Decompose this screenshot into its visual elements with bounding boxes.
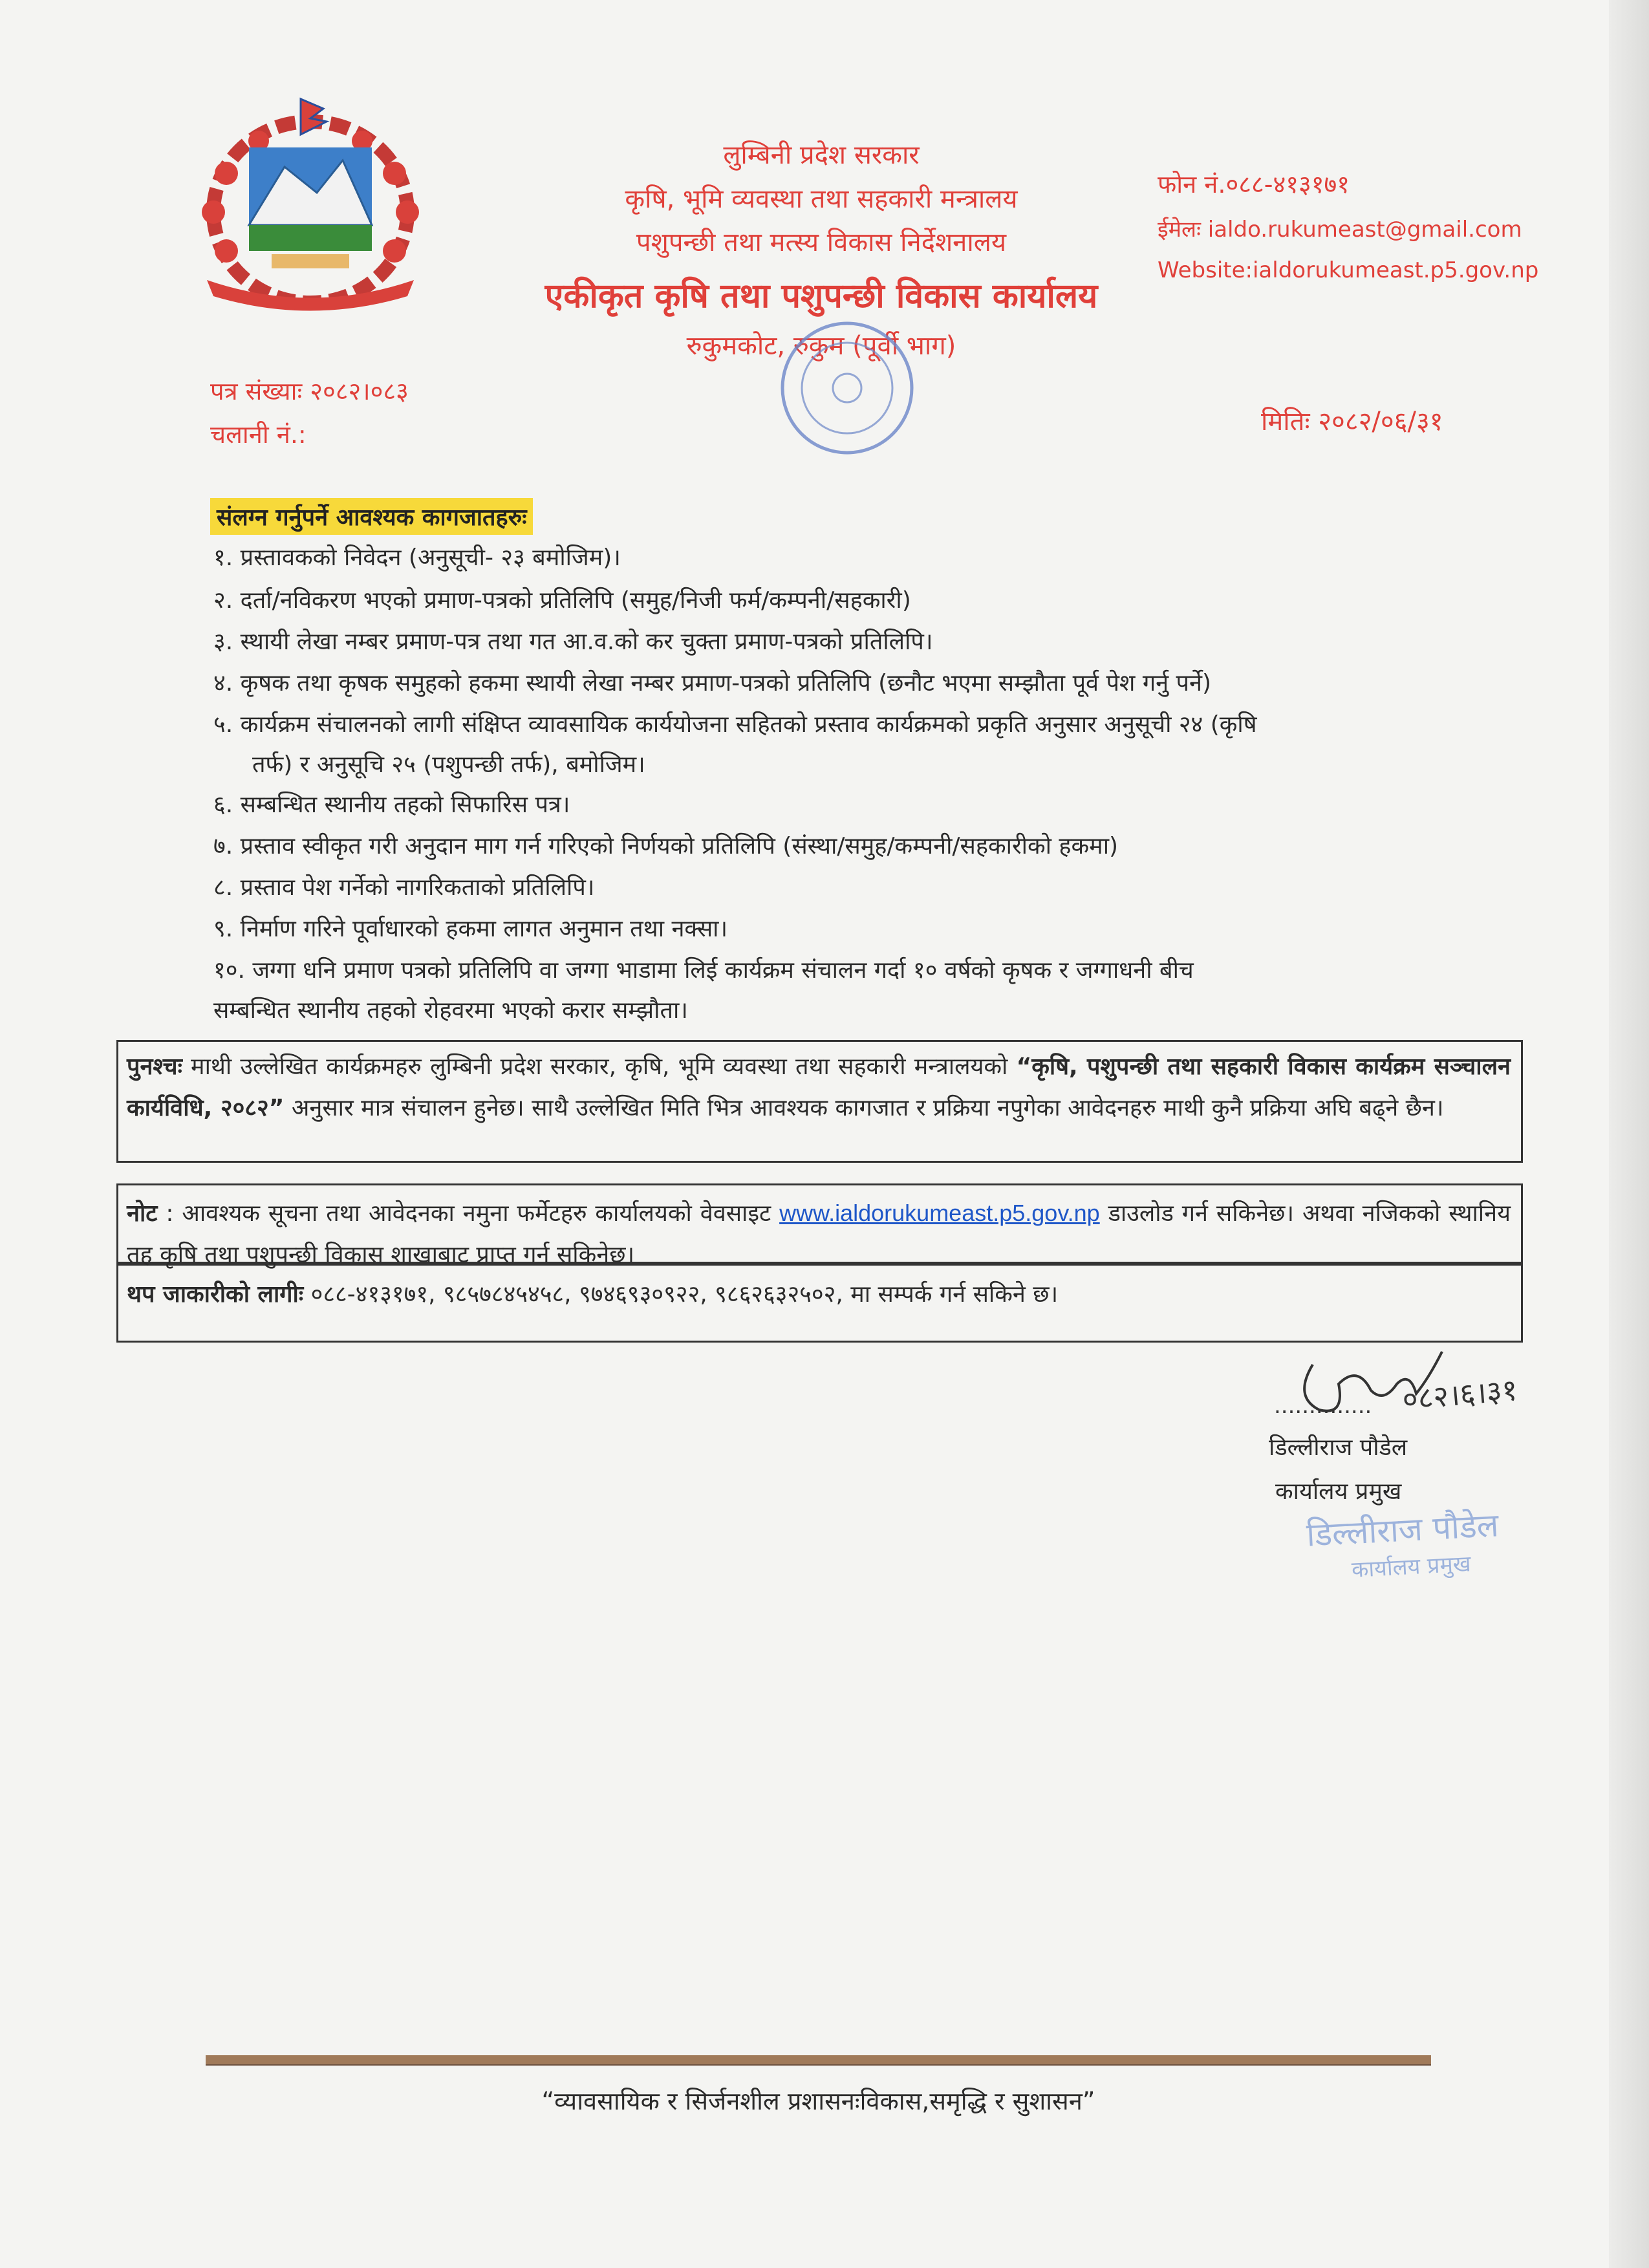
list-item	[213, 705, 1500, 785]
info-text	[127, 1274, 1511, 1315]
note-text	[127, 1193, 1511, 1276]
signatory-title: कार्यालय प्रमुख	[1275, 1478, 1402, 1505]
item-number: ९.	[213, 916, 233, 942]
seal-name: डिल्लीराज पौडेल	[1305, 1506, 1500, 1554]
list-item	[213, 581, 1500, 621]
item-text: जग्गा धनि प्रमाण पत्रको प्रतिलिपि वा जग्गा भाडामा लिई कार्यक्रम संचालन गर्दा १० वर्षको कृषक र जग्गाधनी बीच	[252, 957, 1194, 984]
info-label: थप जाकारीको लागीः	[127, 1281, 304, 1308]
note-text-b: डाउलोड गर्न सकिनेछ। अथवा नजिकको स्थानिय तह कृषि तथा पशुपन्छी विकास शाखाबाट प्राप्त गर्न सकिनेछ।	[127, 1200, 1511, 1268]
letter-date: मितिः २०८२/०६/३१	[1261, 407, 1443, 437]
item-text: कार्यक्रम संचालनको लागी संक्षिप्त व्यावसायिक कार्ययोजना सहितको प्रस्ताव कार्यक्रमको प्रकृति अनुसार अनुसूची २४ (कृषि	[240, 711, 1257, 738]
item-text: दर्ता/नविकरण भएको प्रमाण-पत्रको प्रतिलिपि (समुह/निजी फर्म/कम्पनी/सहकारी)	[240, 587, 911, 614]
list-item	[213, 664, 1500, 704]
item-text: कृषक तथा कृषक समुहको हकमा स्थायी लेखा नम्बर प्रमाण-पत्रको प्रतिलिपि (छनौट भएमा सम्झौता पूर्व पेश गर्नु पर्ने)	[240, 670, 1212, 697]
note-label: नोट	[127, 1200, 158, 1227]
letter-number: पत्र संख्याः २०८२।०८३	[210, 377, 409, 405]
info-phones: ०८८-४१३१७१, ९८५७८४५४५८, ९७४६९३०९२२, ९८६२६३२५०२, मा सम्पर्क गर्न सकिने छ।	[303, 1281, 1059, 1308]
page-edge-shadow	[1609, 0, 1649, 2268]
item-number: २.	[213, 587, 233, 614]
item-number: ३.	[213, 629, 233, 655]
procedure-title: “कृषि, पशुपन्छी तथा सहकारी विकास कार्यक्रम सञ्चालन कार्यविधि, २०८२”	[127, 1053, 1511, 1121]
footer-motto: “व्यावसायिक र सिर्जनशील प्रशासनःविकास,समृद्धि र सुशासन”	[541, 2087, 1095, 2115]
item-number: ८.	[213, 874, 233, 901]
item-text: सम्बन्धित स्थानीय तहको सिफारिस पत्र।	[240, 792, 570, 818]
item-text: प्रस्तावकको निवेदन (अनुसूची- २३ बमोजिम)।	[240, 545, 621, 571]
list-item	[213, 826, 1500, 867]
header-directorate: पशुपन्छी तथा मत्स्य विकास निर्देशनालय	[636, 228, 1007, 257]
contact-email: ईमेलः ialdo.rukumeast@gmail.com	[1158, 217, 1522, 243]
header-government: लुम्बिनी प्रदेश सरकार	[723, 140, 920, 170]
signature-dots: ..............	[1274, 1393, 1372, 1419]
footer-divider	[206, 2055, 1431, 2066]
handwritten-date: ०८२।६।३१	[1401, 1372, 1519, 1417]
item-text: स्थायी लेखा नम्बर प्रमाण-पत्र तथा गत आ.व.को कर चुक्ता प्रमाण-पत्रको प्रतिलिपि।	[240, 629, 933, 655]
signatory-name: डिल्लीराज पौडेल	[1269, 1434, 1408, 1461]
list-item	[213, 538, 1500, 578]
seal-title: कार्यालय प्रमुख	[1351, 1551, 1472, 1583]
header-ministry: कृषि, भूमि व्यवस्था तथा सहकारी मन्त्रालय	[625, 184, 1018, 214]
item-text: प्रस्ताव पेश गर्नेको नागरिकताको प्रतिलिपि।	[240, 874, 595, 901]
note-text-a: : आवश्यक सूचना तथा आवेदनका नमुना फर्मेटहरु कार्यालयको वेवसाइट	[157, 1200, 780, 1227]
notice-text-a: माथी उल्लेखित कार्यक्रमहरु लुम्बिनी प्रदेश सरकार, कृषि, भूमि व्यवस्था तथा सहकारी मन्त्रालयको	[182, 1053, 1017, 1080]
item-continuation: तर्फ) र अनुसूचि २५ (पशुपन्छी तर्फ), बमोजिम।	[252, 751, 645, 778]
item-number: ५.	[213, 711, 233, 738]
list-item	[213, 909, 1500, 949]
dispatch-number: चलानी नं.:	[210, 420, 307, 449]
item-number: ४.	[213, 670, 233, 697]
notice-text-b: अनुसार मात्र संचालन हुनेछ। साथै उल्लेखित मिति भित्र आवश्यक कागजात र प्रक्रिया नपुगेका आवेदनहरु माथी कुनै प्रक्रिया अघि बढ्ने छैन।	[284, 1095, 1444, 1121]
item-number: ६.	[213, 792, 233, 818]
header-office-name: एकीकृत कृषि तथा पशुपन्छी विकास कार्यालय	[544, 277, 1098, 316]
header-location: रुकुमकोट, रुकुम (पूर्वी भाग)	[686, 331, 956, 361]
notice-text	[127, 1046, 1511, 1129]
list-item	[213, 868, 1500, 908]
item-continuation: सम्बन्धित स्थानीय तहको रोहवरमा भएको करार सम्झौता।	[213, 997, 688, 1024]
contact-website: Website:ialdorukumeast.p5.gov.np	[1158, 257, 1539, 283]
notice-label: पुनश्चः	[127, 1053, 182, 1080]
item-number: १.	[213, 545, 233, 571]
contact-phone: फोन नं.०८८-४१३१७१	[1158, 170, 1350, 199]
list-item	[213, 785, 1500, 825]
list-item	[213, 951, 1500, 1031]
item-number: ७.	[213, 833, 233, 859]
attachments-heading: संलग्न गर्नुपर्ने आवश्यक कागजातहरुः	[210, 498, 533, 535]
list-item	[213, 622, 1500, 662]
item-number: १०.	[213, 957, 245, 984]
website-link[interactable]: www.ialdorukumeast.p5.gov.np	[779, 1200, 1100, 1226]
nepal-emblem-icon	[188, 96, 433, 316]
item-text: प्रस्ताव स्वीकृत गरी अनुदान माग गर्न गरिएको निर्णयको प्रतिलिपि (संस्था/समुह/कम्पनी/सहकारीको हकमा)	[240, 833, 1119, 859]
item-text: निर्माण गरिने पूर्वाधारको हकमा लागत अनुमान तथा नक्सा।	[240, 916, 728, 942]
office-stamp-icon	[718, 317, 964, 485]
